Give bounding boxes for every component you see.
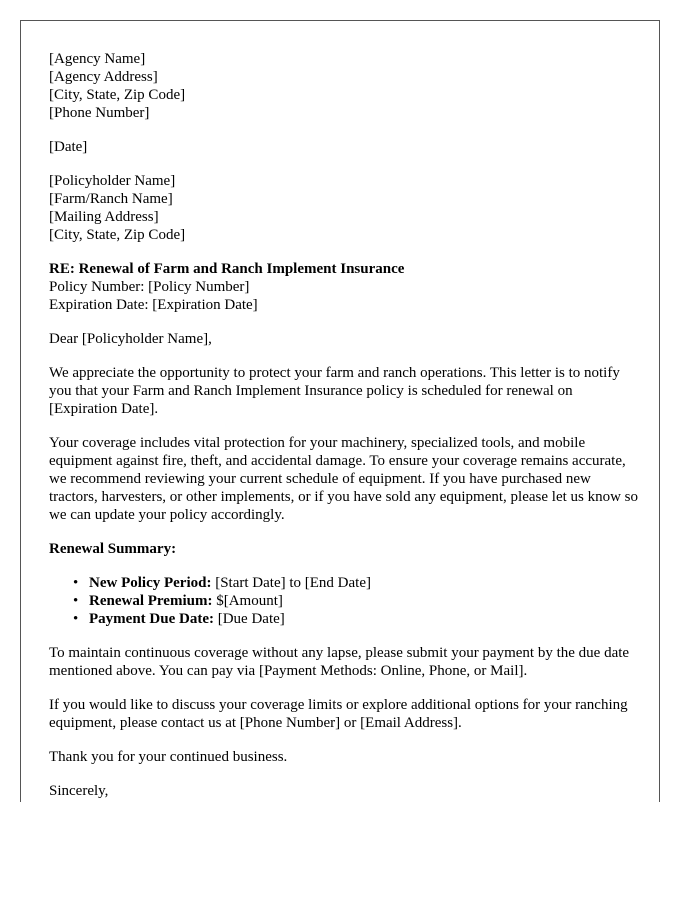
paragraph-contact: If you would like to discuss your coverage limits or explore additional options for your ranching equipment, please contact us at [Phone Number] or [Email Address]. [49, 697, 628, 731]
re-block [49, 260, 639, 314]
bullet-icon: • [73, 611, 79, 627]
paragraph-intro: We appreciate the opportunity to protect your farm and ranch operations. This letter is to notify you that your Farm and Ranch Implement Insurance policy is scheduled for renewal on [Expiration Date]. [49, 365, 620, 417]
letter-content [49, 50, 639, 802]
letter-date: [Date] [49, 139, 88, 155]
agency-address: [Agency Address] [49, 69, 158, 85]
summary-item-value: [Due Date] [213, 611, 285, 627]
date-block [49, 138, 639, 156]
summary-item-value: $[Amount] [212, 593, 283, 609]
paragraph-coverage: Your coverage includes vital protection for your machinery, specialized tools, and mobile equipment against fire, theft, and accidental damage. To ensure your coverage remains accurate, we recommend reviewing your current schedule of equipment. If you have purchased new tractors, harvesters, or other implements, or if you have sold any equipment, please let us know so we can update your policy accordingly. [49, 435, 639, 523]
agency-block [49, 50, 639, 122]
recipient-city: [City, State, Zip Code] [49, 227, 186, 243]
agency-city: [City, State, Zip Code] [49, 87, 186, 103]
bullet-icon: • [73, 575, 79, 591]
summary-item-label: Payment Due Date: [89, 611, 214, 627]
summary-item-policy-period [73, 574, 639, 592]
paragraph-thanks: Thank you for your continued business. [49, 749, 288, 765]
summary-item-value: [Start Date] to [End Date] [211, 575, 371, 591]
recipient-name: [Policyholder Name] [49, 173, 176, 189]
re-subject: RE: Renewal of Farm and Ranch Implement Insurance [49, 261, 405, 277]
agency-name: [Agency Name] [49, 51, 146, 67]
recipient-block [49, 172, 639, 244]
summary-heading: Renewal Summary: [49, 541, 177, 557]
summary-item-label: Renewal Premium: [89, 593, 213, 609]
letter-page [20, 20, 660, 802]
recipient-mailing: [Mailing Address] [49, 209, 159, 225]
recipient-farm: [Farm/Ranch Name] [49, 191, 173, 207]
re-expiration-date: Expiration Date: [Expiration Date] [49, 297, 258, 313]
closing: Sincerely, [49, 783, 109, 799]
summary-list [49, 574, 639, 628]
paragraph-payment: To maintain continuous coverage without any lapse, please submit your payment by the due date mentioned above. You can pay via [Payment Methods: Online, Phone, or Mail]. [49, 645, 630, 679]
re-policy-number: Policy Number: [Policy Number] [49, 279, 250, 295]
agency-phone: [Phone Number] [49, 105, 150, 121]
summary-item-label: New Policy Period: [89, 575, 212, 591]
summary-item-premium [73, 592, 639, 610]
bullet-icon: • [73, 593, 79, 609]
summary-item-due-date [73, 610, 639, 628]
salutation: Dear [Policyholder Name], [49, 331, 212, 347]
